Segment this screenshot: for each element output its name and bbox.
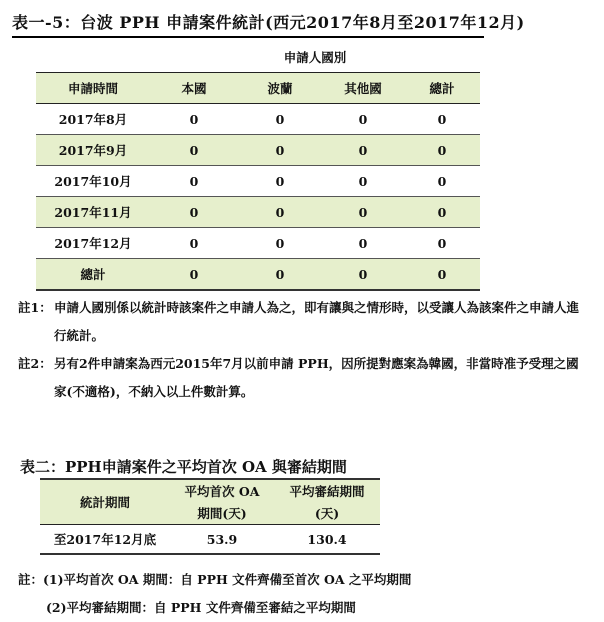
period-cell: 2017年11月 xyxy=(36,197,150,228)
total-label-cell: 總計 xyxy=(36,259,150,291)
total-cell: 0 xyxy=(404,104,480,135)
note-tag: 註2： xyxy=(18,356,52,371)
pph-statistics-table xyxy=(36,42,480,291)
table2-notes xyxy=(18,566,590,622)
domestic-cell: 0 xyxy=(150,259,238,291)
other-cell: 0 xyxy=(322,259,404,291)
poland-cell: 0 xyxy=(238,228,322,259)
poland-cell: 0 xyxy=(238,104,322,135)
blank-cell xyxy=(36,42,150,73)
table-row xyxy=(40,525,380,555)
note-text: 另有2件申請案為西元2015年7月以前申請 PPH，因所提對應案為韓國，非當時准予受理之國家(不適格)，不納入以上件數計算。 xyxy=(54,356,579,399)
total-cell: 0 xyxy=(404,166,480,197)
period-cell: 2017年8月 xyxy=(36,104,150,135)
period-cell: 2017年10月 xyxy=(36,166,150,197)
column-header-row xyxy=(36,73,480,104)
domestic-cell: 0 xyxy=(150,104,238,135)
domestic-cell: 0 xyxy=(150,197,238,228)
table2-title: 表二：PPH申請案件之平均首次 OA 與審結期間 xyxy=(20,458,347,476)
domestic-cell: 0 xyxy=(150,228,238,259)
note-tag: 註： xyxy=(18,572,44,587)
col-header-closing: 平均審結期間 xyxy=(274,479,380,502)
total-cell: 0 xyxy=(404,197,480,228)
col-header-domestic: 本國 xyxy=(150,73,238,104)
other-cell: 0 xyxy=(322,135,404,166)
note-text: (1)平均首次 OA 期間：自 PPH 文件齊備至首次 OA 之平均期間 xyxy=(43,572,412,587)
other-cell: 0 xyxy=(322,166,404,197)
table-row xyxy=(36,166,480,197)
group-header-row xyxy=(36,42,480,73)
title-underline xyxy=(12,36,484,38)
note-2 xyxy=(18,350,590,406)
applicant-country-header: 申請人國別 xyxy=(150,42,480,73)
table1-title: 表一-5：台波 PPH 申請案件統計(西元2017年8月至2017年12月) xyxy=(12,13,525,32)
header-row-1 xyxy=(40,479,380,502)
table-row xyxy=(36,197,480,228)
col-header-closing-unit: (天) xyxy=(274,502,380,525)
note-tag: 註1： xyxy=(18,300,52,315)
col-header-other: 其他國 xyxy=(322,73,404,104)
total-cell: 0 xyxy=(404,228,480,259)
col-header-first-oa-unit: 期間(天) xyxy=(170,502,274,525)
table-row xyxy=(36,135,480,166)
domestic-cell: 0 xyxy=(150,166,238,197)
note-text: (2)平均審結期間：自 PPH 文件齊備至審結之平均期間 xyxy=(46,600,356,615)
table-row xyxy=(36,228,480,259)
total-cell: 0 xyxy=(404,135,480,166)
oa-period-table xyxy=(40,478,380,555)
col-header-period: 申請時間 xyxy=(36,73,150,104)
note-line-2 xyxy=(18,594,590,622)
first-oa-cell: 53.9 xyxy=(170,525,274,555)
col-header-poland: 波蘭 xyxy=(238,73,322,104)
poland-cell: 0 xyxy=(238,259,322,291)
other-cell: 0 xyxy=(322,104,404,135)
poland-cell: 0 xyxy=(238,135,322,166)
note-1 xyxy=(18,294,590,350)
closing-cell: 130.4 xyxy=(274,525,380,555)
domestic-cell: 0 xyxy=(150,135,238,166)
poland-cell: 0 xyxy=(238,197,322,228)
col-header-total: 總計 xyxy=(404,73,480,104)
col-header-period: 統計期間 xyxy=(40,479,170,525)
table-row xyxy=(36,104,480,135)
poland-cell: 0 xyxy=(238,166,322,197)
period-cell: 至2017年12月底 xyxy=(40,525,170,555)
total-row xyxy=(36,259,480,291)
note-line-1 xyxy=(18,566,590,594)
other-cell: 0 xyxy=(322,197,404,228)
period-cell: 2017年12月 xyxy=(36,228,150,259)
period-cell: 2017年9月 xyxy=(36,135,150,166)
col-header-first-oa: 平均首次 OA xyxy=(170,479,274,502)
table1-notes xyxy=(18,294,590,406)
total-cell: 0 xyxy=(404,259,480,291)
other-cell: 0 xyxy=(322,228,404,259)
note-text: 申請人國別係以統計時該案件之申請人為之，即有讓與之情形時，以受讓人為該案件之申請人進行統計。 xyxy=(54,300,580,343)
